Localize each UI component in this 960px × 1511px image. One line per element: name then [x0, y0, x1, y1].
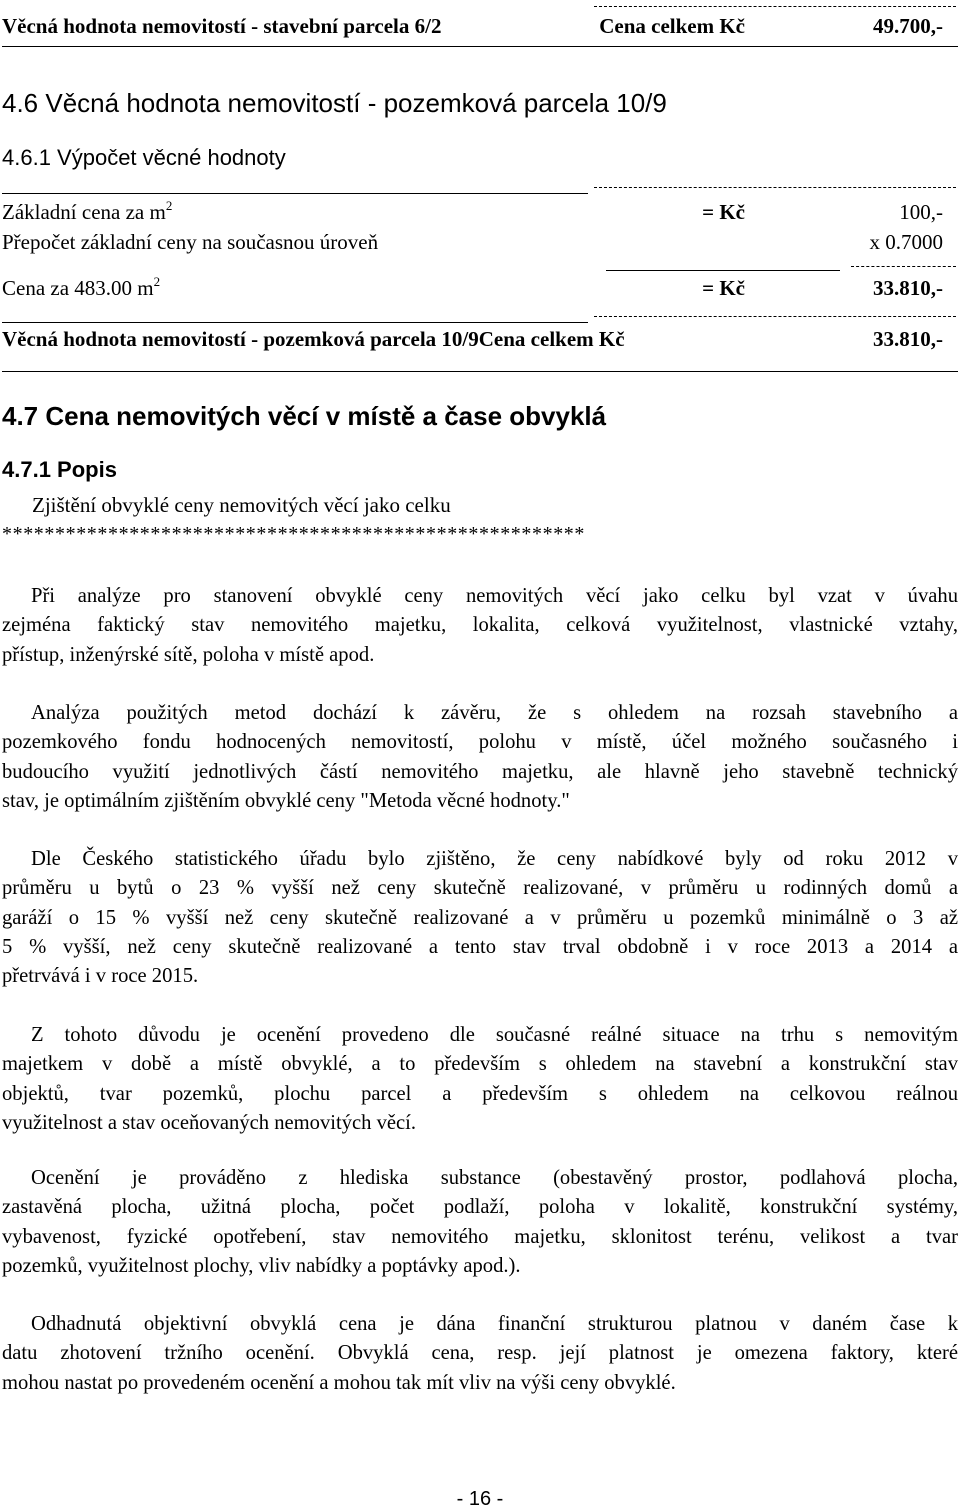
calc-row-label: Cena za 483.00 $m^2$ [2, 274, 161, 300]
section-46-total-label: Věcná hodnota nemovitostí - pozemková parcela 10/9Cena celkem Kč [2, 327, 625, 351]
paragraph-line: pozemků, využitelnost plochy, vliv nabídky a poptávky apod.). [2, 1254, 521, 1277]
separator-solid [2, 193, 588, 194]
prev-total-value: 49.700,- [873, 14, 943, 38]
section-461-heading: 4.6.1 Výpočet věcné hodnoty [2, 145, 286, 170]
paragraph-line: pozemkového fondu hodnocených nemovitostí, polohu v místě, účel možného současného i [2, 731, 958, 754]
paragraph [2, 1021, 958, 1138]
section-46-total-row [2, 327, 955, 355]
paragraph-line: stav, je optimálním zjištěním obvyklé ceny "Metoda věcné hodnoty." [2, 789, 570, 812]
paragraph-line: Dle Českého statistického úřadu bylo zjištěno, že ceny nabídkové byly od roku 2012 v [31, 848, 958, 870]
page-number: - 16 - [456, 1488, 504, 1510]
separator-solid [606, 270, 840, 271]
paragraph-line: 5 % vyšší, než ceny skutečně realizované a tento stav trval obdobně i v roce 2013 a 2014 a [2, 935, 958, 958]
paragraph [2, 699, 958, 816]
paragraph-line: zejména faktický stav nemovitého majetku, lokalita, celková využitelnost, vlastnické vztahy, [2, 614, 958, 637]
paragraph-line: Ocenění je prováděno z hlediska substance (obestavěný prostor, podlahová plocha, [31, 1167, 958, 1189]
paragraph-line: majetkem v době a místě obvyklé, a to především s ohledem na stavební a konstrukční stav [2, 1053, 958, 1076]
separator-solid [2, 371, 958, 372]
prev-total-label: Věcná hodnota nemovitostí - stavební parcela 6/2 [2, 14, 442, 38]
prev-total-row [2, 14, 955, 42]
section-46-total-value: 33.810,- [873, 327, 943, 351]
calc-row-value: x 0.7000 [869, 230, 943, 254]
calc-row-base-price [2, 200, 955, 228]
paragraph-line: Při analýze pro stanovení obvyklé ceny nemovitých věcí jako celku byl vzat v úvahu [31, 585, 958, 607]
paragraph-line: garáží o 15 % vyšší než ceny skutečně realizované a v průměru u pozemků minimálně o 3 až [2, 906, 958, 929]
separator-dashed [594, 187, 956, 188]
paragraph [2, 1164, 958, 1281]
separator-solid [2, 322, 588, 323]
paragraph-line: mohou nastat po provedeném ocenění a mohou tak mít vliv na výši ceny obvyklé. [2, 1371, 676, 1394]
separator-dashed [594, 6, 956, 7]
calc-row-unit: = Kč [702, 200, 745, 224]
calc-row-value: 100,- [899, 200, 943, 224]
prev-total-mid: Cena celkem Kč [599, 14, 745, 38]
paragraph-line: Odhadnutá objektivní obvyklá cena je dána finanční strukturou platnou v daném čase k [31, 1313, 958, 1335]
section-47-subtitle: Zjištění obvyklé ceny nemovitých věcí jako celku [32, 493, 451, 517]
calc-row-label: Přepočet základní ceny na současnou úroveň [2, 230, 379, 254]
stars-divider: ******************************************************* [2, 523, 585, 545]
separator-dashed [594, 316, 956, 317]
paragraph-line: přetrvává i v roce 2015. [2, 965, 199, 988]
calc-row-value: 33.810,- [873, 276, 943, 300]
paragraph-line: objektů, tvar pozemků, plochu parcel a především s ohledem na celkovou reálnou [2, 1082, 958, 1105]
calc-row-conversion [2, 230, 955, 258]
separator-solid [2, 46, 958, 47]
calc-row-label: Základní cena za $m^2$ [2, 198, 173, 224]
paragraph [2, 845, 958, 991]
separator-dashed [851, 266, 956, 267]
section-47-heading: 4.7 Cena nemovitých věcí v místě a čase obvyklá [2, 401, 607, 431]
paragraph-line: zastavěná plocha, užitná plocha, počet podlaží, poloha v lokalitě, konstrukční systémy, [2, 1196, 958, 1219]
paragraph-line: datu zhotovení tržního ocenění. Obvyklá cena, resp. její platnost je omezena faktory, které [2, 1342, 958, 1365]
paragraph [2, 1310, 958, 1398]
paragraph [2, 582, 958, 670]
paragraph-line: Z tohoto důvodu je ocenění provedeno dle současné reálné situace na trhu s nemovitým [31, 1024, 958, 1046]
paragraph-line: budoucího využití jednotlivých částí nemovitého majetku, ale hlavně jeho stavebně technický [2, 760, 958, 783]
paragraph-line: průměru u bytů o 23 % vyšší než ceny skutečně realizované, v průměru u rodinných domů a [2, 877, 958, 900]
paragraph-line: vybavenost, fyzické opotřebení, stav nemovitého majetku, sklonitost terénu, velikost a tvar [2, 1225, 958, 1248]
section-471-heading: 4.7.1 Popis [2, 457, 117, 482]
paragraph-line: Analýza použitých metod dochází k závěru, že s ohledem na rozsah stavebního a [31, 702, 958, 724]
calc-row-price [2, 276, 955, 304]
paragraph-line: využitelnost a stav oceňovaných nemovitých věcí. [2, 1111, 417, 1134]
paragraph-line: přístup, inženýrské sítě, poloha v místě apod. [2, 643, 375, 666]
section-46-heading: 4.6 Věcná hodnota nemovitostí - pozemková parcela 10/9 [2, 88, 667, 118]
calc-row-unit: = Kč [702, 276, 745, 300]
